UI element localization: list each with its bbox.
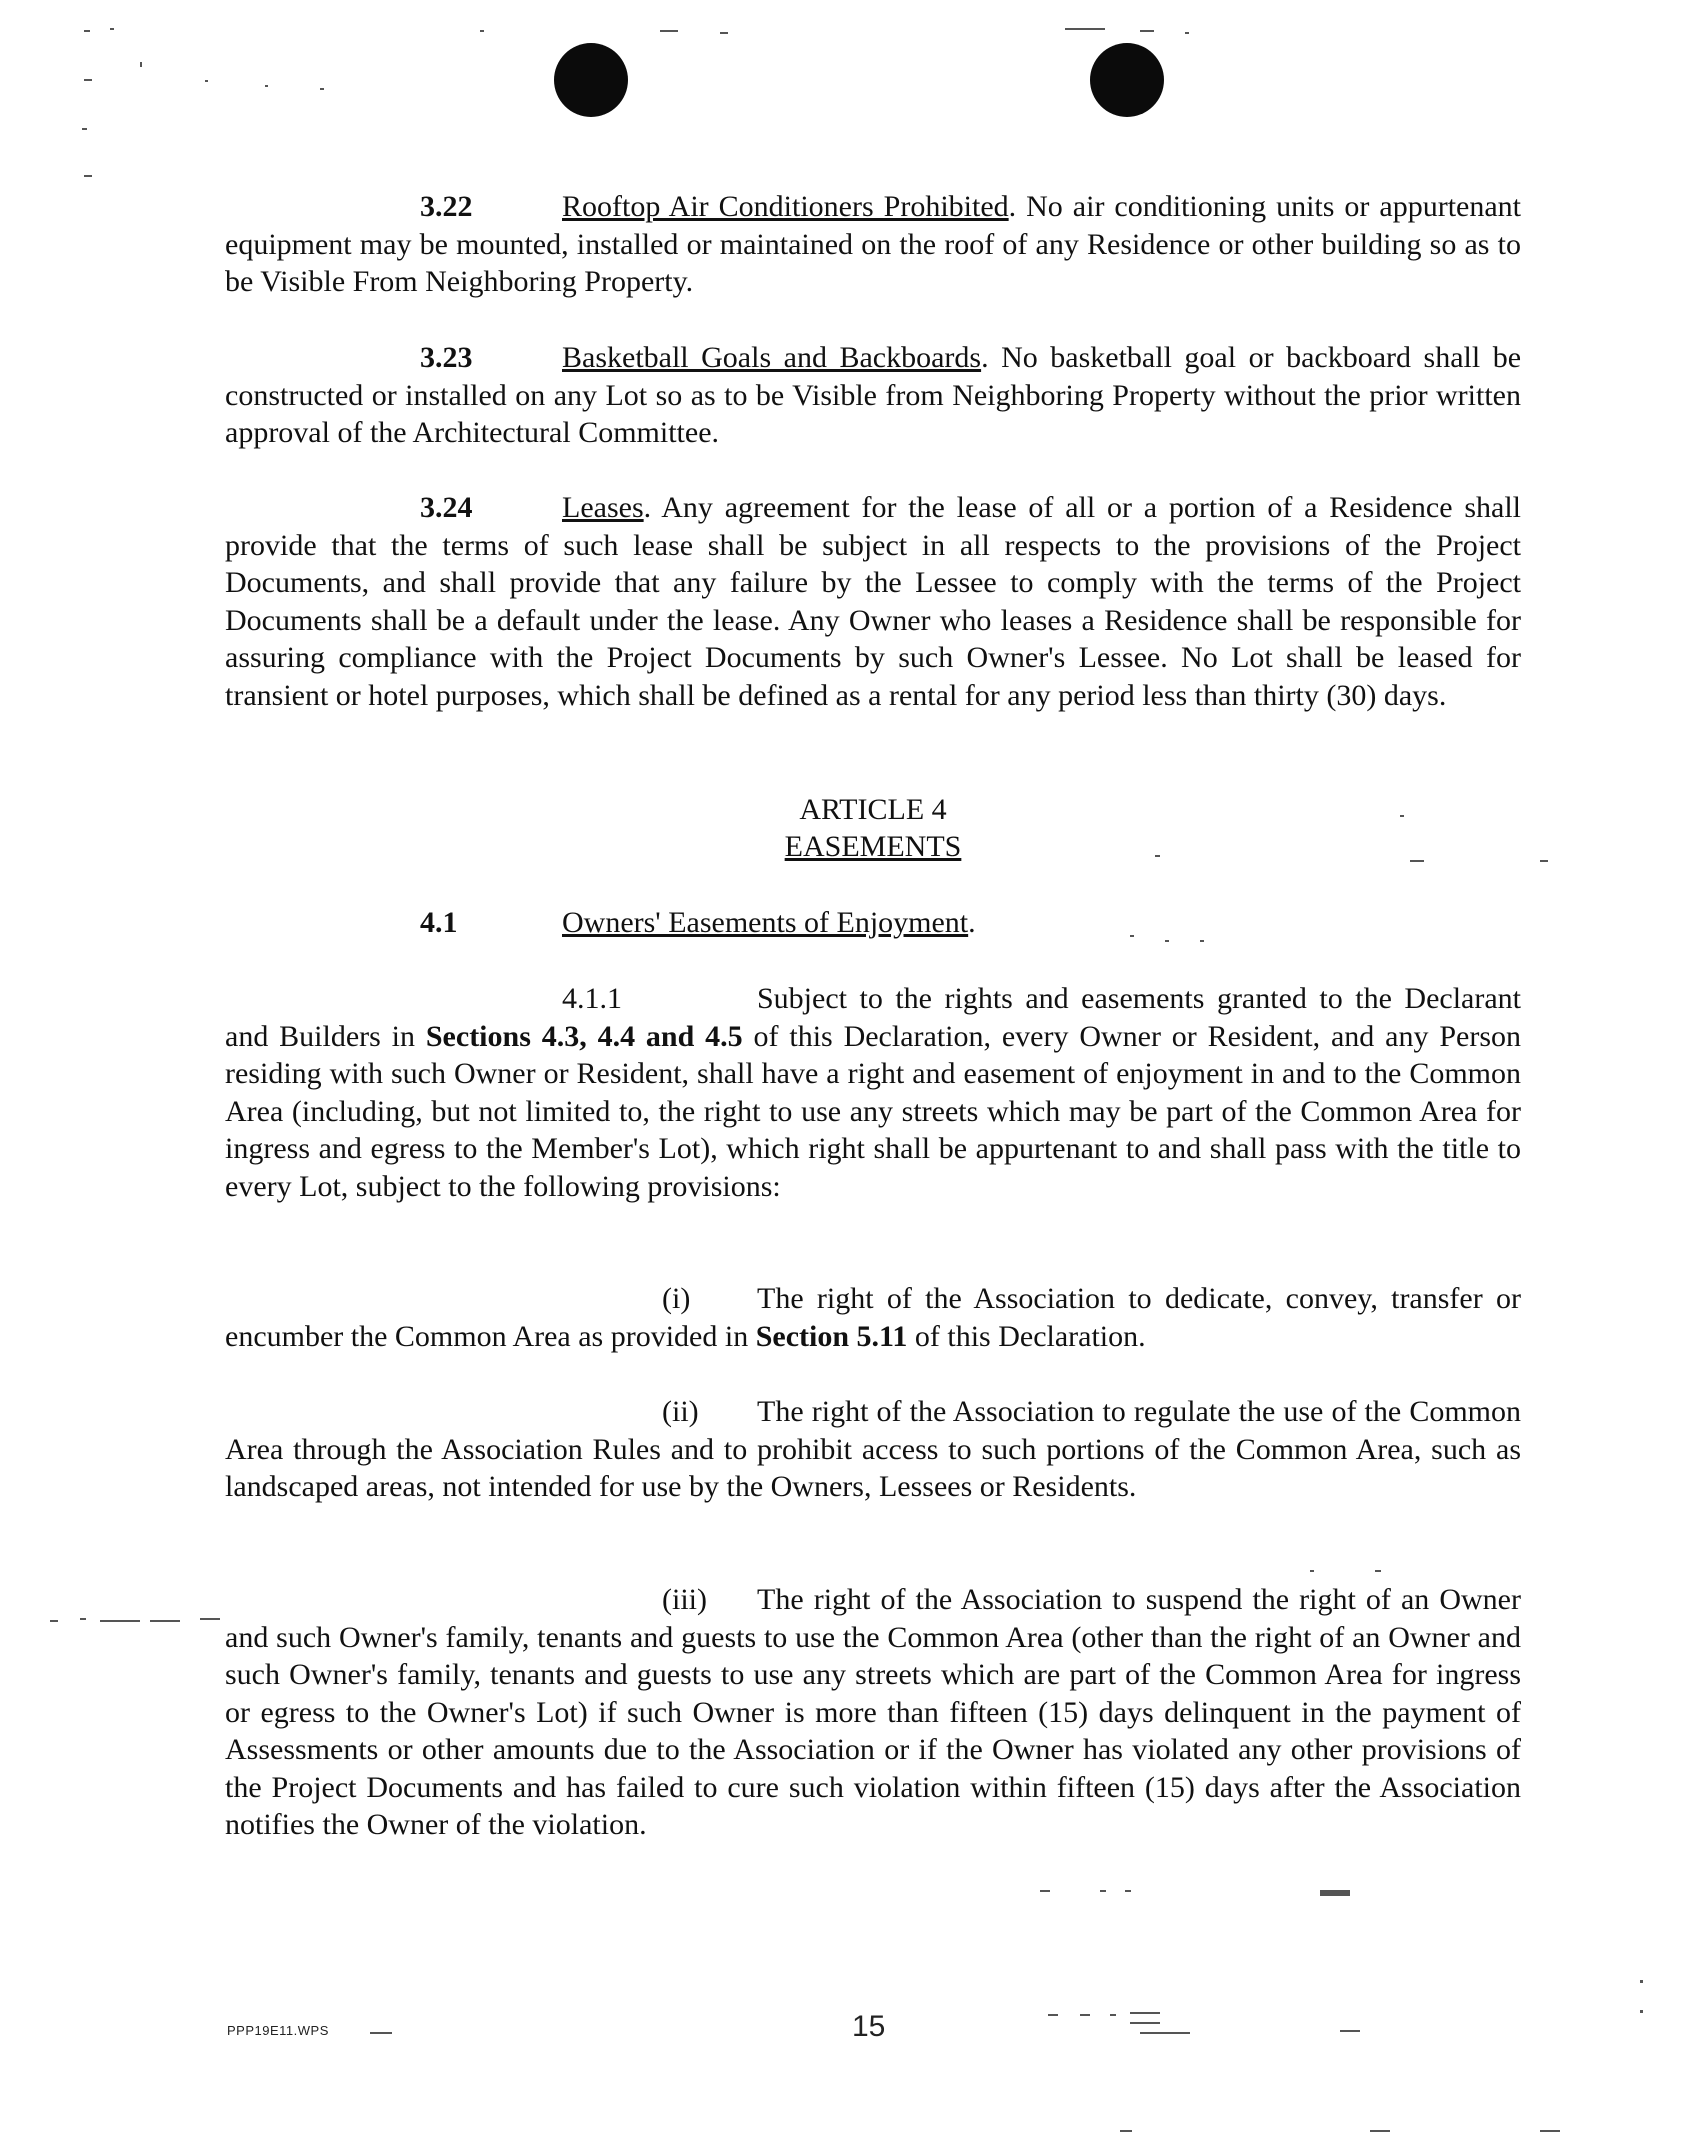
section-text: . Any agreement for the lease of all or a portion of a Residence shall provide that the terms of such lease shall be subject in all respects to the provisions of the Project Documents, and shall provide that any failure by the Lessee to comply with the terms of the Project Documents shall be a default under the lease. Any Owner who leases a Residence shall be responsible for assuring compliance with the Project Documents by such Owner's Lessee. No Lot shall be leased for transient or hotel purposes, which shall be defined as a rental for any period less than thirty (30) days. xyxy=(225,491,1521,712)
section-heading: Owners' Easements of Enjoyment xyxy=(562,906,969,939)
section-heading: Basketball Goals and Backboards xyxy=(562,341,982,374)
section-3-24 xyxy=(225,489,1521,714)
section-number: 3.24 xyxy=(420,491,473,524)
provision-i xyxy=(225,1280,1521,1355)
section-heading: Rooftop Air Conditioners Prohibited xyxy=(562,190,1009,223)
provision-label: (iii) xyxy=(662,1583,707,1616)
section-3-22 xyxy=(225,188,1521,301)
provision-iii xyxy=(225,1581,1521,1844)
subsection-text-a: Subject to the rights and easements granted to the Declarant and Builders in xyxy=(225,982,1521,1053)
section-4-1-1 xyxy=(225,980,1521,1205)
provision-text: The right of the Association to suspend the right of an Owner and such Owner's family, tenants and guests to use the Common Area (other than the right of an Owner and such Owner's family, tenants and guests to use any streets which are part of the Common Area for ingress or egress to the Owner's Lot) if such Owner is more than fifteen (15) days delinquent in the payment of Assessments or other amounts due to the Association or if the Owner has violated any other provisions of the Project Documents and has failed to cure such violation within fifteen (15) days after the Association notifies the Owner of the violation. xyxy=(225,1583,1521,1841)
provision-label: (i) xyxy=(662,1282,691,1315)
provision-label: (ii) xyxy=(662,1395,699,1428)
provision-ii xyxy=(225,1393,1521,1506)
provision-text-a: The right of the Association to dedicate, convey, transfer or encumber the Common Area as provided in xyxy=(225,1282,1521,1353)
section-number: 4.1 xyxy=(420,906,458,939)
footer-filename: PPP19E11.WPS xyxy=(227,2023,329,2038)
provision-text: The right of the Association to regulate the use of the Common Area through the Association Rules and to prohibit access to such portions of the Common Area, such as landscaped areas, not intended for use by the Owners, Lessees or Residents. xyxy=(225,1395,1521,1503)
article-label: ARTICLE 4 xyxy=(799,793,947,826)
section-3-23 xyxy=(225,339,1521,452)
provision-bold-ref: Section 5.11 xyxy=(755,1319,908,1353)
subsection-bold-ref: Sections 4.3, 4.4 and 4.5 xyxy=(425,1019,743,1053)
subsection-text-b: of this Declaration, every Owner or Resident, and any Person residing with such Owner or Resident, shall have a right and easement of enjoyment in and to the Common Area (including, but not limited to, the right to use any streets which may be part of the Common Area for ingress and egress to the Member's Lot), which right shall be appurtenant to and shall pass with the title to every Lot, subject to the following provisions: xyxy=(225,1019,1521,1203)
subsection-number: 4.1.1 xyxy=(562,982,622,1015)
section-text: . No air conditioning units or appurtenant equipment may be mounted, installed or maintained on the roof of any Residence or other building so as to be Visible From Neighboring Property. xyxy=(225,190,1521,298)
section-number: 3.22 xyxy=(420,190,473,223)
section-heading: Leases xyxy=(562,491,644,524)
page-number: 15 xyxy=(852,2010,886,2043)
section-text: . No basketball goal or backboard shall be constructed or installed on any Lot so as to be Visible from Neighboring Property without the prior written approval of the Architectural Committee. xyxy=(225,341,1522,449)
section-suffix: . xyxy=(968,906,976,939)
provision-text-b: of this Declaration. xyxy=(907,1319,1146,1353)
section-4-1 xyxy=(225,904,1521,942)
article-title: EASEMENTS xyxy=(784,830,962,863)
section-number: 3.23 xyxy=(420,341,473,374)
